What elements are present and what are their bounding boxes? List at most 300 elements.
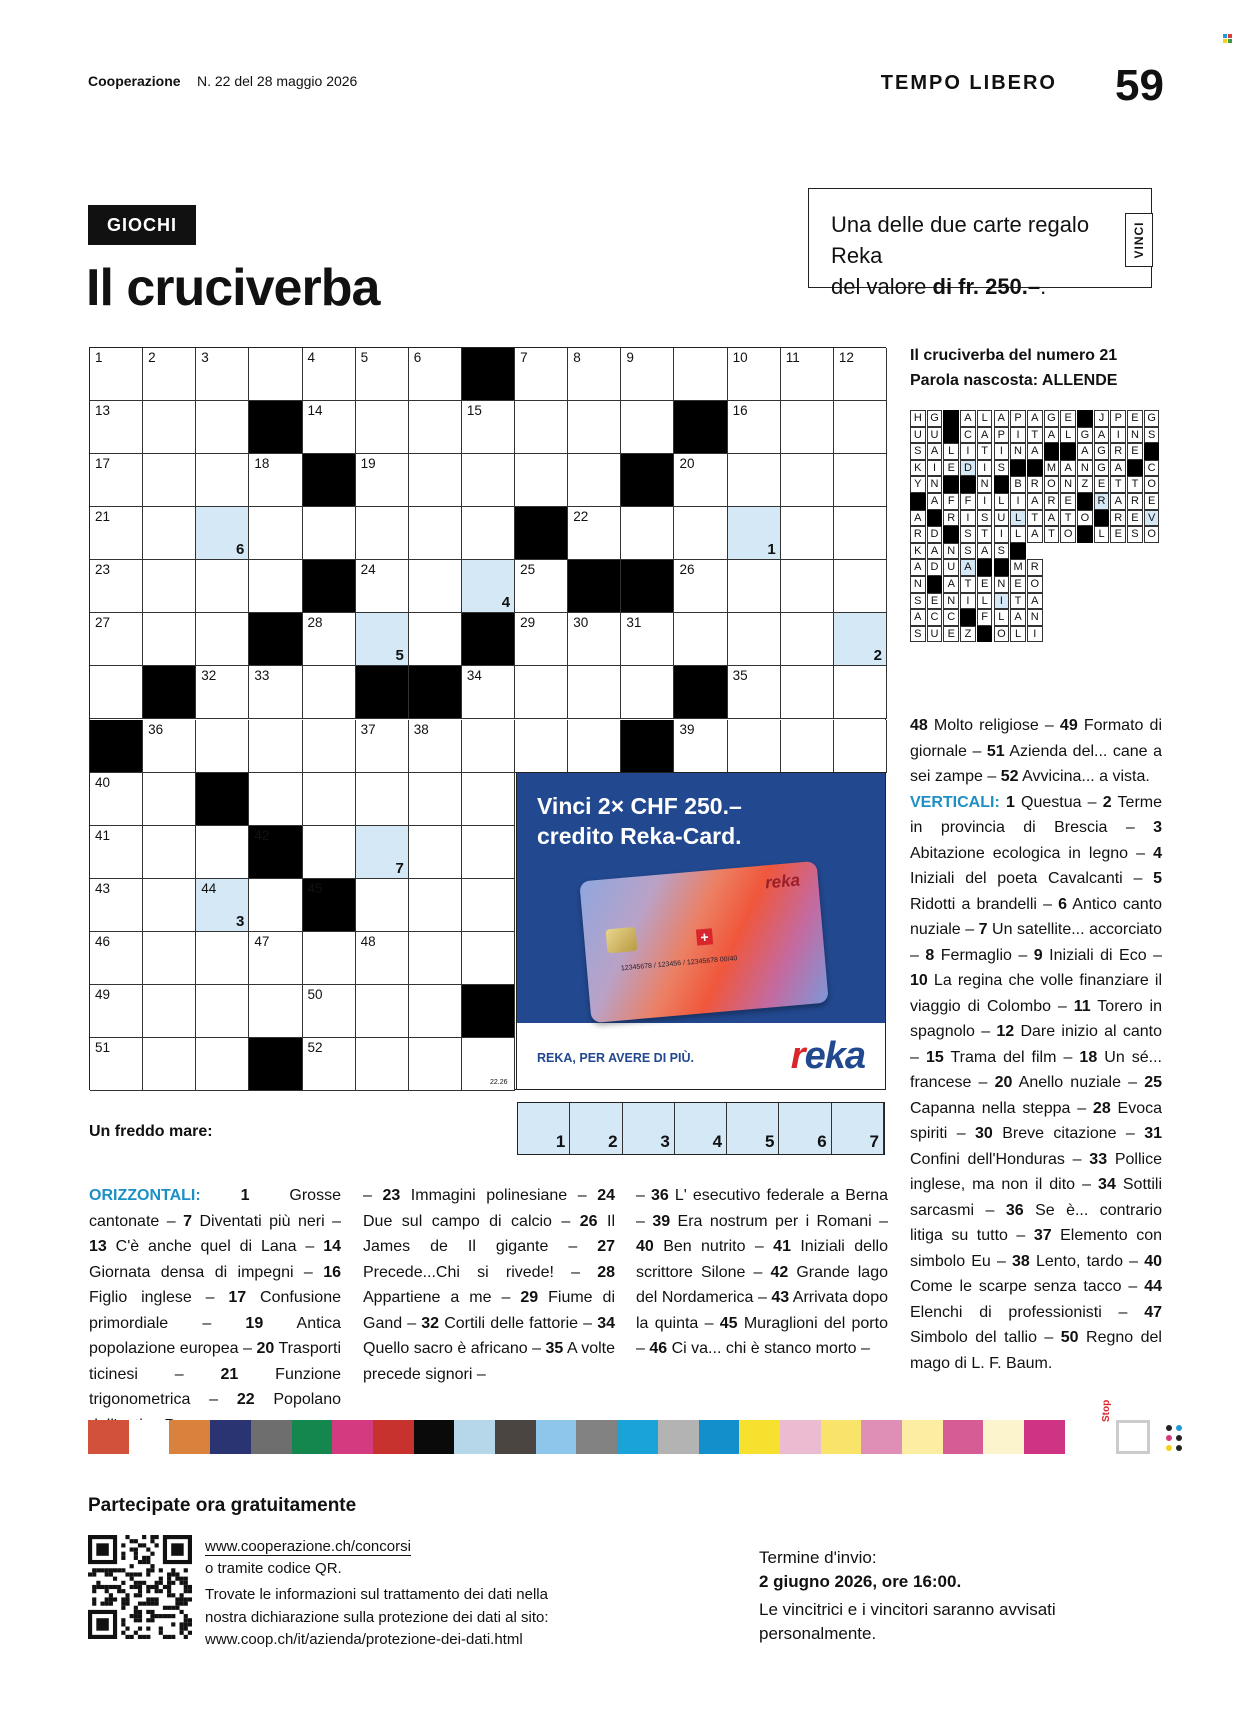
cell-number: 9 bbox=[626, 350, 634, 365]
mini-letter-cell: O bbox=[1027, 576, 1043, 593]
solution-cell[interactable] bbox=[623, 1103, 675, 1154]
qr-code-icon[interactable] bbox=[88, 1535, 192, 1639]
grid-cell[interactable] bbox=[143, 1038, 196, 1091]
color-swatch bbox=[332, 1420, 373, 1454]
solution-key-number: 5 bbox=[395, 647, 404, 665]
grid-cell[interactable] bbox=[90, 985, 143, 1038]
cell-number: 50 bbox=[307, 986, 323, 1002]
grid-cell[interactable] bbox=[196, 666, 249, 719]
grid-cell[interactable] bbox=[781, 348, 834, 401]
grid-cell[interactable] bbox=[409, 826, 462, 879]
grid-cell[interactable] bbox=[621, 507, 674, 560]
grid-cell[interactable] bbox=[303, 613, 356, 666]
cell-number: 6 bbox=[413, 350, 422, 365]
grid-cell[interactable] bbox=[834, 401, 887, 454]
mini-black-cell bbox=[977, 559, 993, 576]
color-swatch bbox=[536, 1420, 577, 1454]
clue: 27 Precede...Chi si rivede! bbox=[363, 1238, 615, 1281]
grid-cell[interactable] bbox=[568, 507, 621, 560]
section-title: TEMPO LIBERO bbox=[880, 72, 1057, 94]
mini-letter-cell: R bbox=[943, 510, 959, 527]
grid-cell[interactable] bbox=[728, 401, 781, 454]
grid-cell[interactable] bbox=[143, 985, 196, 1038]
black-cell bbox=[249, 401, 302, 454]
grid-cell[interactable] bbox=[781, 720, 834, 773]
grid-cell[interactable] bbox=[781, 507, 834, 560]
grid-cell[interactable] bbox=[515, 348, 568, 401]
grid-cell[interactable] bbox=[462, 879, 515, 932]
grid-cell[interactable] bbox=[303, 985, 356, 1038]
grid-cell[interactable] bbox=[834, 666, 887, 719]
grid-cell[interactable] bbox=[409, 879, 462, 932]
privacy-link[interactable]: www.coop.ch/it/azienda/protezione-dei-dati.html bbox=[205, 1631, 523, 1648]
grid-cell[interactable] bbox=[568, 666, 621, 719]
color-swatch bbox=[902, 1420, 943, 1454]
grid-cell[interactable] bbox=[143, 454, 196, 507]
mini-black-cell bbox=[994, 476, 1010, 493]
black-cell bbox=[515, 507, 568, 560]
cell-number: 38 bbox=[413, 721, 429, 737]
grid-cell[interactable] bbox=[568, 454, 621, 507]
cell-number: 39 bbox=[679, 721, 695, 737]
grid-cell[interactable] bbox=[249, 666, 302, 719]
grid-cell[interactable] bbox=[462, 666, 515, 719]
grid-cell[interactable] bbox=[249, 985, 302, 1038]
grid-cell[interactable] bbox=[303, 932, 356, 985]
clue: 12 Dare inizio al canto bbox=[996, 1023, 1162, 1040]
cell-number: 1 bbox=[95, 350, 103, 365]
ad-headline-line-1: Vinci 2× CHF 250.– bbox=[537, 793, 742, 819]
grid-cell[interactable] bbox=[674, 560, 727, 613]
grid-cell[interactable] bbox=[834, 507, 887, 560]
grid-cell[interactable] bbox=[90, 773, 143, 826]
cell-number: 47 bbox=[254, 933, 270, 949]
grid-cell[interactable] bbox=[515, 401, 568, 454]
grid-cell[interactable] bbox=[143, 879, 196, 932]
mini-letter-cell: T bbox=[977, 526, 993, 543]
clue: 15 Trama del film bbox=[925, 1048, 1057, 1066]
grid-cell[interactable] bbox=[409, 613, 462, 666]
grid-cell[interactable] bbox=[462, 932, 515, 985]
category-tag: GIOCHI bbox=[88, 205, 196, 245]
grid-cell[interactable] bbox=[196, 507, 249, 560]
grid-cell[interactable] bbox=[249, 773, 302, 826]
grid-cell[interactable] bbox=[409, 560, 462, 613]
grid-cell[interactable] bbox=[409, 454, 462, 507]
grid-cell[interactable] bbox=[90, 613, 143, 666]
grid-cell[interactable] bbox=[196, 1038, 249, 1091]
mini-letter-cell: I bbox=[960, 510, 976, 527]
mini-letter-cell: L bbox=[1060, 427, 1076, 444]
black-cell bbox=[303, 879, 356, 932]
grid-cell[interactable] bbox=[356, 932, 409, 985]
mini-letter-cell: A bbox=[1027, 593, 1043, 610]
reka-advertisement[interactable] bbox=[516, 772, 886, 1090]
grid-cell[interactable] bbox=[728, 720, 781, 773]
grid-cell[interactable] bbox=[834, 454, 887, 507]
grid-cell[interactable] bbox=[568, 401, 621, 454]
mini-black-cell bbox=[943, 427, 959, 444]
cell-number: 44 bbox=[201, 880, 217, 896]
clues-heading: VERTICALI: bbox=[910, 793, 1000, 811]
mini-letter-cell: L bbox=[943, 443, 959, 460]
clue: 7 Un satellite... accorciato bbox=[978, 921, 1162, 938]
cell-number: 29 bbox=[520, 615, 536, 631]
mini-letter-cell: N bbox=[994, 576, 1010, 593]
grid-cell[interactable] bbox=[728, 454, 781, 507]
grid-cell[interactable] bbox=[303, 666, 356, 719]
grid-cell[interactable] bbox=[356, 985, 409, 1038]
grid-cell[interactable] bbox=[356, 613, 409, 666]
mini-letter-cell: R bbox=[1027, 476, 1043, 493]
solution-cell[interactable] bbox=[570, 1103, 622, 1154]
color-swatch bbox=[454, 1420, 495, 1454]
grid-cell[interactable] bbox=[143, 720, 196, 773]
grid-cell[interactable] bbox=[728, 666, 781, 719]
mini-letter-cell: I bbox=[977, 460, 993, 477]
cell-number: 12 bbox=[838, 350, 854, 365]
card-expiry: 00/40 bbox=[719, 955, 738, 964]
mini-letter-cell: I bbox=[1010, 427, 1026, 444]
mini-letter-cell: R bbox=[1110, 510, 1126, 527]
mini-black-cell bbox=[1027, 460, 1043, 477]
clue: 17 Confusione primordiale bbox=[89, 1289, 341, 1332]
grid-cell[interactable] bbox=[143, 826, 196, 879]
grid-cell[interactable] bbox=[462, 720, 515, 773]
card-number-text: 12345678 / 123456 / 12345678 bbox=[620, 956, 719, 973]
grid-cell[interactable] bbox=[90, 666, 143, 719]
grid-cell[interactable] bbox=[728, 560, 781, 613]
grid-cell[interactable] bbox=[621, 613, 674, 666]
color-swatch bbox=[414, 1420, 455, 1454]
cell-number: 27 bbox=[95, 615, 111, 631]
grid-cell[interactable] bbox=[674, 454, 727, 507]
clue: 18 Un sé... francese bbox=[910, 1048, 1162, 1091]
contest-link[interactable]: www.cooperazione.ch/concorsi bbox=[205, 1538, 411, 1555]
grid-cell[interactable] bbox=[462, 773, 515, 826]
mini-letter-cell: E bbox=[1010, 576, 1026, 593]
grid-cell[interactable] bbox=[515, 666, 568, 719]
mini-letter-cell: P bbox=[1010, 410, 1026, 427]
grid-cell[interactable] bbox=[409, 985, 462, 1038]
grid-cell[interactable] bbox=[249, 560, 302, 613]
clue: 50 Regno del mago di L. F. Baum. bbox=[910, 1329, 1162, 1372]
grid-cell[interactable] bbox=[90, 454, 143, 507]
grid-cell[interactable] bbox=[356, 1038, 409, 1091]
grid-cell[interactable] bbox=[515, 560, 568, 613]
clue: 21 Funzione trigonometrica bbox=[89, 1365, 341, 1408]
grid-cell[interactable] bbox=[409, 348, 462, 401]
mini-letter-cell: T bbox=[1027, 510, 1043, 527]
grid-cell[interactable] bbox=[356, 454, 409, 507]
privacy-line-1: Trovate le informazioni sul trattamento dei dati nella bbox=[205, 1586, 548, 1603]
grid-cell[interactable] bbox=[409, 507, 462, 560]
grid-cell[interactable] bbox=[515, 720, 568, 773]
grid-cell[interactable] bbox=[621, 348, 674, 401]
solution-cell[interactable] bbox=[727, 1103, 779, 1154]
black-cell bbox=[90, 720, 143, 773]
clue: 52 Avvicina... a vista. bbox=[1000, 768, 1150, 785]
grid-cell[interactable] bbox=[834, 560, 887, 613]
grid-cell[interactable] bbox=[515, 613, 568, 666]
grid-cell[interactable] bbox=[356, 720, 409, 773]
cell-number: 13 bbox=[95, 403, 111, 419]
grid-cell[interactable] bbox=[834, 720, 887, 773]
mini-letter-cell: A bbox=[1077, 443, 1093, 460]
grid-cell[interactable] bbox=[515, 454, 568, 507]
grid-cell[interactable] bbox=[674, 507, 727, 560]
clue: 39 Era nostrum per i Romani bbox=[652, 1212, 872, 1230]
grid-cell[interactable] bbox=[249, 932, 302, 985]
grid-cell[interactable] bbox=[728, 348, 781, 401]
cell-number: 36 bbox=[148, 721, 164, 737]
solution-cell[interactable] bbox=[675, 1103, 727, 1154]
grid-cell[interactable] bbox=[356, 507, 409, 560]
grid-cell[interactable] bbox=[834, 613, 887, 666]
prize-line-2-end: . bbox=[1040, 274, 1047, 299]
solution-cell[interactable] bbox=[832, 1103, 884, 1154]
grid-cell[interactable] bbox=[303, 1038, 356, 1091]
grid-cell[interactable] bbox=[462, 454, 515, 507]
cell-number: 5 bbox=[360, 350, 369, 365]
grid-cell[interactable] bbox=[462, 401, 515, 454]
grid-cell[interactable] bbox=[196, 720, 249, 773]
mini-letter-cell: A bbox=[1027, 526, 1043, 543]
grid-cell[interactable] bbox=[409, 773, 462, 826]
mini-letter-cell: G bbox=[1144, 410, 1160, 427]
grid-cell[interactable] bbox=[90, 560, 143, 613]
solution-cell[interactable] bbox=[518, 1103, 570, 1154]
grid-cell[interactable] bbox=[728, 507, 781, 560]
grid-cell[interactable] bbox=[356, 560, 409, 613]
black-cell bbox=[462, 348, 515, 401]
mini-letter-cell: A bbox=[977, 427, 993, 444]
cell-number: 51 bbox=[95, 1039, 111, 1055]
mini-letter-cell: U bbox=[927, 626, 943, 643]
grid-cell[interactable] bbox=[196, 401, 249, 454]
grid-cell[interactable] bbox=[143, 507, 196, 560]
mini-letter-cell: D bbox=[927, 559, 943, 576]
mini-black-cell bbox=[1077, 410, 1093, 427]
mini-letter-cell: L bbox=[1010, 626, 1026, 643]
cell-number: 41 bbox=[95, 827, 111, 843]
color-swatch bbox=[495, 1420, 536, 1454]
mini-letter-cell: U bbox=[910, 427, 926, 444]
grid-cell[interactable] bbox=[303, 773, 356, 826]
color-swatch bbox=[821, 1420, 862, 1454]
grid-cell[interactable] bbox=[409, 720, 462, 773]
grid-cell[interactable] bbox=[728, 613, 781, 666]
clue: 5 Ridotti a brandelli bbox=[910, 870, 1162, 913]
grid-cell[interactable] bbox=[303, 507, 356, 560]
mini-letter-cell: E bbox=[1127, 443, 1143, 460]
grid-cell[interactable] bbox=[303, 348, 356, 401]
clue: 4 Iniziali del poeta Cavalcanti bbox=[910, 844, 1162, 887]
prize-line-2: del valore bbox=[831, 274, 933, 299]
mini-letter-cell: I bbox=[960, 593, 976, 610]
mini-letter-cell: D bbox=[960, 460, 976, 477]
mini-black-cell bbox=[927, 510, 943, 527]
grid-cell[interactable] bbox=[249, 879, 302, 932]
grid-cell[interactable] bbox=[621, 401, 674, 454]
grid-cell[interactable] bbox=[674, 348, 727, 401]
grid-cell[interactable] bbox=[462, 826, 515, 879]
grid-cell[interactable] bbox=[356, 773, 409, 826]
grid-cell[interactable] bbox=[303, 401, 356, 454]
grid-cell[interactable] bbox=[143, 773, 196, 826]
grid-cell[interactable] bbox=[462, 560, 515, 613]
grid-cell[interactable] bbox=[409, 401, 462, 454]
clue: 13 C'è anche quel di Lana bbox=[89, 1238, 297, 1255]
grid-cell[interactable] bbox=[143, 560, 196, 613]
clue: 45 Muraglioni del porto bbox=[719, 1314, 888, 1332]
clue: 36 L' esecutivo federale a Berna bbox=[650, 1187, 888, 1204]
swiss-cross-icon: + bbox=[696, 928, 713, 945]
grid-cell[interactable] bbox=[90, 826, 143, 879]
grid-cell[interactable] bbox=[249, 507, 302, 560]
grid-cell[interactable] bbox=[568, 348, 621, 401]
prize-line-1: Una delle due carte regalo Reka bbox=[831, 212, 1090, 268]
clue: 37 Elemento con simbolo Eu bbox=[910, 1227, 1162, 1270]
color-swatch bbox=[658, 1420, 699, 1454]
mini-letter-cell: O bbox=[1144, 476, 1160, 493]
mini-letter-cell: N bbox=[1060, 476, 1076, 493]
color-swatch bbox=[129, 1420, 170, 1454]
mini-letter-cell: P bbox=[1110, 410, 1126, 427]
grid-cell[interactable] bbox=[90, 1038, 143, 1091]
grid-cell[interactable] bbox=[249, 348, 302, 401]
grid-cell[interactable] bbox=[143, 932, 196, 985]
cell-number: 32 bbox=[201, 668, 217, 684]
mini-letter-cell: A bbox=[960, 559, 976, 576]
clue: 48 Molto religiose bbox=[910, 717, 1039, 734]
grid-cell[interactable] bbox=[90, 879, 143, 932]
cell-number: 34 bbox=[466, 668, 482, 684]
mini-letter-cell: U bbox=[943, 559, 959, 576]
mini-letter-cell: N bbox=[977, 476, 993, 493]
grid-cell[interactable] bbox=[90, 401, 143, 454]
black-cell bbox=[462, 613, 515, 666]
mini-letter-cell: A bbox=[910, 510, 926, 527]
mini-letter-cell: R bbox=[1044, 493, 1060, 510]
grid-cell[interactable] bbox=[674, 720, 727, 773]
grid-cell[interactable] bbox=[781, 613, 834, 666]
clues-column-2: – 23 Immagini polinesiane – 24 Due sul campo di calcio – 26 Il James de Il gigante – 27 Precede...Chi si rivede! – 28 Appartiene a me – 29 Fiume di Gand – 32 Cortili delle fattorie – 34 Quello sacro è africano – 35 A volte precede signori – bbox=[363, 1187, 616, 1383]
clue: 35 A volte precede signori bbox=[363, 1340, 616, 1383]
grid-cell[interactable] bbox=[249, 454, 302, 507]
cell-number: 42 bbox=[254, 827, 270, 843]
mini-letter-cell: L bbox=[1010, 510, 1026, 527]
grid-cell[interactable] bbox=[781, 401, 834, 454]
grid-cell[interactable] bbox=[356, 348, 409, 401]
mini-letter-cell: Z bbox=[960, 626, 976, 643]
grid-cell[interactable] bbox=[303, 826, 356, 879]
mini-black-cell bbox=[1077, 493, 1093, 510]
mini-letter-cell: N bbox=[1127, 427, 1143, 444]
black-cell bbox=[356, 666, 409, 719]
mini-letter-cell: N bbox=[910, 576, 926, 593]
grid-cell[interactable] bbox=[674, 613, 727, 666]
mini-letter-cell: I bbox=[1027, 626, 1043, 643]
grid-cell[interactable] bbox=[90, 348, 143, 401]
grid-cell[interactable] bbox=[781, 666, 834, 719]
grid-cell[interactable] bbox=[196, 613, 249, 666]
clue: 20 Anello nuziale bbox=[994, 1074, 1122, 1091]
mini-letter-cell: G bbox=[1044, 410, 1060, 427]
mini-letter-cell: C bbox=[1144, 460, 1160, 477]
grid-cell[interactable] bbox=[409, 932, 462, 985]
grid-cell[interactable] bbox=[196, 454, 249, 507]
black-cell bbox=[196, 879, 249, 932]
mini-letter-cell: N bbox=[1077, 460, 1093, 477]
grid-cell[interactable] bbox=[568, 720, 621, 773]
grid-cell[interactable] bbox=[196, 348, 249, 401]
grid-cell[interactable] bbox=[143, 401, 196, 454]
mini-letter-cell: E bbox=[1127, 410, 1143, 427]
clues-heading: ORIZZONTALI: bbox=[89, 1187, 201, 1204]
solution-cell[interactable] bbox=[779, 1103, 831, 1154]
mini-black-cell bbox=[1127, 460, 1143, 477]
grid-cell[interactable] bbox=[621, 666, 674, 719]
mini-letter-cell: J bbox=[1094, 410, 1110, 427]
grid-cell[interactable] bbox=[143, 613, 196, 666]
mini-letter-cell: I bbox=[1110, 427, 1126, 444]
grid-cell[interactable] bbox=[249, 720, 302, 773]
mini-black-cell bbox=[1010, 543, 1026, 560]
ad-banner bbox=[517, 773, 885, 1023]
mini-letter-cell: N bbox=[943, 593, 959, 610]
grid-cell[interactable] bbox=[90, 932, 143, 985]
mini-letter-cell: L bbox=[994, 493, 1010, 510]
grid-cell[interactable] bbox=[356, 401, 409, 454]
grid-cell[interactable] bbox=[90, 507, 143, 560]
grid-cell[interactable] bbox=[303, 720, 356, 773]
mini-letter-cell: S bbox=[1127, 526, 1143, 543]
mini-black-cell bbox=[1060, 443, 1076, 460]
mini-letter-cell: A bbox=[1027, 443, 1043, 460]
mini-letter-cell: M bbox=[1010, 559, 1026, 576]
privacy-info bbox=[205, 1584, 549, 1652]
grid-cell[interactable] bbox=[568, 613, 621, 666]
grid-cell[interactable] bbox=[143, 348, 196, 401]
cell-number: 25 bbox=[520, 562, 536, 578]
black-cell bbox=[462, 985, 515, 1038]
cell-number: 46 bbox=[95, 933, 111, 949]
mini-letter-cell: C bbox=[927, 609, 943, 626]
grid-cell[interactable] bbox=[196, 560, 249, 613]
mini-letter-cell: M bbox=[1044, 460, 1060, 477]
cell-number: 40 bbox=[95, 774, 111, 790]
grid-cell[interactable] bbox=[356, 879, 409, 932]
color-swatch bbox=[617, 1420, 658, 1454]
grid-cell[interactable] bbox=[196, 826, 249, 879]
solution-key-number: 4 bbox=[501, 594, 511, 612]
grid-cell[interactable] bbox=[781, 454, 834, 507]
mini-letter-cell: E bbox=[1094, 476, 1110, 493]
mini-letter-cell: C bbox=[943, 609, 959, 626]
grid-cell[interactable] bbox=[409, 1038, 462, 1091]
grid-cell[interactable] bbox=[834, 348, 887, 401]
mini-black-cell bbox=[943, 526, 959, 543]
grid-cell[interactable] bbox=[781, 560, 834, 613]
clue: 49 Formato di giornale bbox=[910, 717, 1162, 760]
clue: 26 Il James de Il gigante bbox=[363, 1212, 616, 1255]
grid-cell[interactable] bbox=[462, 507, 515, 560]
grid-cell[interactable] bbox=[356, 826, 409, 879]
clue: 29 Fiume di Gand bbox=[363, 1289, 615, 1332]
grid-cell[interactable] bbox=[196, 932, 249, 985]
grid-cell[interactable] bbox=[196, 985, 249, 1038]
